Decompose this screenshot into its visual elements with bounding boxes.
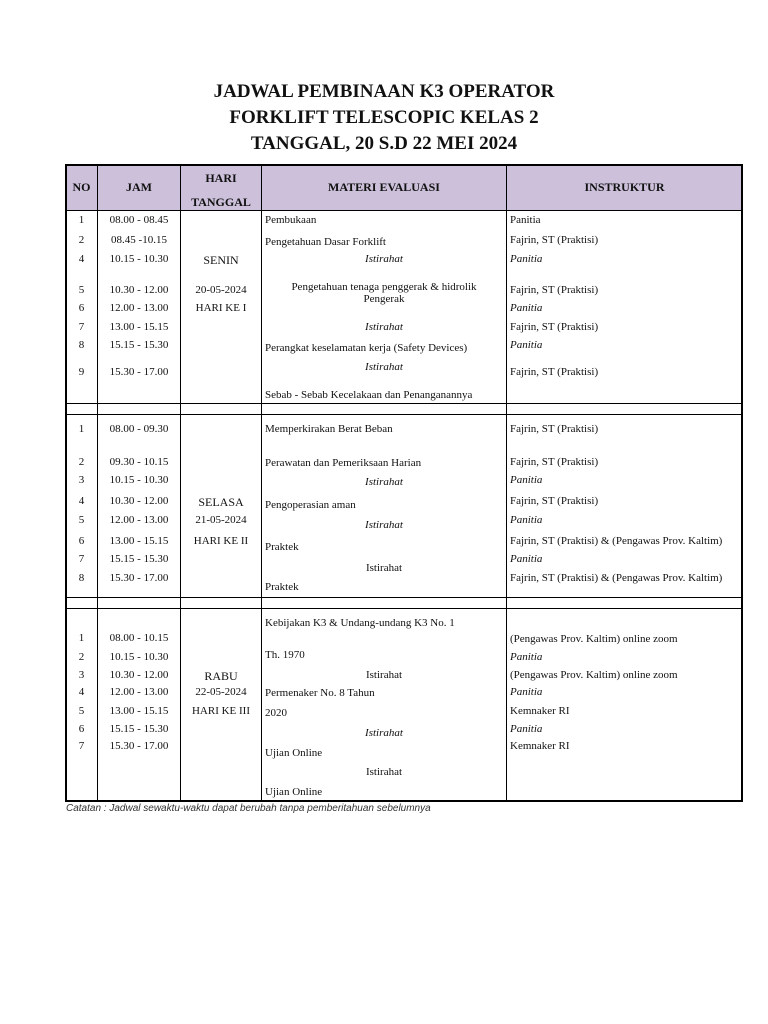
row-materi-break: Istirahat bbox=[365, 253, 403, 265]
row-materi: Sebab - Sebab Kecelakaan dan Penanganannya bbox=[265, 389, 473, 401]
row-no: 7 bbox=[78, 553, 85, 565]
day-label: HARI KE III bbox=[191, 705, 251, 717]
row-materi: Praktek bbox=[265, 581, 299, 593]
footnote: Catatan : Jadwal sewaktu-waktu dapat berubah tanpa pemberitahuan sebelumnya bbox=[66, 803, 431, 814]
row-materi: Pengetahuan Dasar Forklift bbox=[265, 236, 386, 248]
row-materi: Memperkirakan Berat Beban bbox=[265, 423, 393, 435]
row-divider bbox=[66, 414, 742, 415]
row-time: 13.00 - 15.15 bbox=[109, 321, 169, 333]
row-instruktur: Fajrin, ST (Praktisi) & (Pengawas Prov. Kaltim) bbox=[510, 535, 723, 547]
document-title-line-1: JADWAL PEMBINAAN K3 OPERATOR bbox=[213, 81, 555, 102]
row-materi-break: Istirahat bbox=[365, 519, 403, 531]
day-name: SENIN bbox=[203, 253, 239, 267]
row-materi: Perangkat keselamatan kerja (Safety Devices) bbox=[265, 342, 468, 354]
header-tanggal: TANGGAL bbox=[191, 195, 251, 209]
row-time: 15.30 - 17.00 bbox=[109, 572, 169, 584]
row-time: 13.00 - 15.15 bbox=[109, 535, 169, 547]
row-no: 4 bbox=[78, 495, 85, 507]
row-time: 15.30 - 17.00 bbox=[109, 366, 169, 378]
row-materi: Pengetahuan tenaga penggerak & hidrolik bbox=[291, 281, 477, 293]
row-materi-break: Istirahat bbox=[365, 766, 403, 778]
row-time: 12.00 - 13.00 bbox=[109, 686, 169, 698]
row-materi: 2020 bbox=[265, 707, 287, 719]
row-no: 1 bbox=[78, 214, 85, 226]
row-no: 6 bbox=[78, 723, 85, 735]
row-materi: Ujian Online bbox=[265, 786, 323, 798]
row-materi: Pembukaan bbox=[265, 214, 317, 226]
row-divider bbox=[66, 597, 742, 598]
row-materi-break: Istirahat bbox=[365, 321, 403, 333]
row-instruktur: Panitia bbox=[510, 651, 543, 663]
row-no: 8 bbox=[78, 572, 85, 584]
row-instruktur: Panitia bbox=[510, 302, 543, 314]
row-no: 9 bbox=[78, 366, 85, 378]
row-instruktur: Fajrin, ST (Praktisi) bbox=[510, 423, 599, 435]
row-instruktur: Fajrin, ST (Praktisi) bbox=[510, 234, 599, 246]
header-no: NO bbox=[72, 180, 91, 194]
row-time: 09.30 - 10.15 bbox=[109, 456, 169, 468]
row-no: 7 bbox=[78, 740, 85, 752]
row-no: 4 bbox=[78, 253, 85, 265]
row-materi-break: Istirahat bbox=[365, 361, 403, 373]
row-no: 5 bbox=[78, 705, 85, 717]
day-name: SELASA bbox=[198, 495, 244, 509]
row-time: 10.15 - 10.30 bbox=[109, 474, 169, 486]
row-no: 2 bbox=[78, 234, 85, 246]
day-date: 21-05-2024 bbox=[195, 514, 247, 526]
row-time: 10.30 - 12.00 bbox=[109, 669, 169, 681]
row-no: 5 bbox=[78, 284, 85, 296]
row-instruktur: (Pengawas Prov. Kaltim) online zoom bbox=[510, 669, 678, 681]
row-divider bbox=[66, 608, 742, 609]
document-title-line-2: FORKLIFT TELESCOPIC KELAS 2 bbox=[229, 107, 539, 128]
day-name: RABU bbox=[204, 669, 238, 683]
row-materi-break: Istirahat bbox=[365, 562, 403, 574]
row-instruktur: Fajrin, ST (Praktisi) & (Pengawas Prov. Kaltim) bbox=[510, 572, 723, 584]
document-title-line-3: TANGGAL, 20 S.D 22 MEI 2024 bbox=[250, 133, 518, 154]
row-no: 3 bbox=[78, 474, 85, 486]
row-time: 12.00 - 13.00 bbox=[109, 302, 169, 314]
row-time: 13.00 - 15.15 bbox=[109, 705, 169, 717]
row-time: 12.00 - 13.00 bbox=[109, 514, 169, 526]
header-hari: HARI bbox=[205, 171, 237, 185]
row-instruktur: Kemnaker RI bbox=[510, 705, 570, 717]
column-divider bbox=[506, 165, 507, 801]
row-time: 08.00 - 10.15 bbox=[109, 632, 169, 644]
row-instruktur: Panitia bbox=[510, 686, 543, 698]
row-instruktur: Kemnaker RI bbox=[510, 740, 570, 752]
row-instruktur: Fajrin, ST (Praktisi) bbox=[510, 495, 599, 507]
header-jam: JAM bbox=[126, 180, 152, 194]
day-date: 20-05-2024 bbox=[195, 284, 247, 296]
row-no: 1 bbox=[78, 423, 85, 435]
row-materi-break: Istirahat bbox=[365, 669, 403, 681]
header-materi: MATERI EVALUASI bbox=[328, 180, 440, 194]
row-instruktur: Panitia bbox=[510, 339, 543, 351]
row-materi: Pengerak bbox=[363, 293, 405, 305]
row-materi: Ujian Online bbox=[265, 747, 323, 759]
row-time: 10.30 - 12.00 bbox=[109, 495, 169, 507]
row-no: 6 bbox=[78, 535, 85, 547]
row-materi: Th. 1970 bbox=[265, 649, 305, 661]
row-instruktur: Panitia bbox=[510, 723, 543, 735]
row-materi: Pengoperasian aman bbox=[265, 499, 356, 511]
row-materi: Praktek bbox=[265, 541, 299, 553]
row-materi-break: Istirahat bbox=[365, 476, 403, 488]
row-time: 08.45 -10.15 bbox=[111, 234, 167, 246]
row-time: 10.15 - 10.30 bbox=[109, 253, 169, 265]
row-time: 08.00 - 09.30 bbox=[109, 423, 169, 435]
row-no: 6 bbox=[78, 302, 85, 314]
row-time: 15.15 - 15.30 bbox=[109, 553, 169, 565]
row-materi: Permenaker No. 8 Tahun bbox=[265, 687, 375, 699]
row-no: 2 bbox=[78, 651, 85, 663]
row-no: 5 bbox=[78, 514, 85, 526]
row-time: 08.00 - 08.45 bbox=[109, 214, 169, 226]
row-no: 8 bbox=[78, 339, 85, 351]
row-instruktur: (Pengawas Prov. Kaltim) online zoom bbox=[510, 633, 678, 645]
header-divider bbox=[66, 210, 742, 211]
day-label: HARI KE II bbox=[193, 535, 249, 547]
row-instruktur: Fajrin, ST (Praktisi) bbox=[510, 366, 599, 378]
row-divider bbox=[66, 403, 742, 404]
day-date: 22-05-2024 bbox=[195, 686, 247, 698]
row-time: 15.15 - 15.30 bbox=[109, 339, 169, 351]
row-instruktur: Fajrin, ST (Praktisi) bbox=[510, 321, 599, 333]
row-time: 15.30 - 17.00 bbox=[109, 740, 169, 752]
row-no: 3 bbox=[78, 669, 85, 681]
day-label: HARI KE I bbox=[195, 302, 247, 314]
row-instruktur: Panitia bbox=[510, 253, 543, 265]
row-instruktur: Panitia bbox=[510, 553, 543, 565]
row-no: 4 bbox=[78, 686, 85, 698]
row-no: 1 bbox=[78, 632, 85, 644]
row-no: 7 bbox=[78, 321, 85, 333]
row-instruktur: Fajrin, ST (Praktisi) bbox=[510, 284, 599, 296]
row-time: 10.15 - 10.30 bbox=[109, 651, 169, 663]
row-instruktur: Panitia bbox=[510, 214, 541, 226]
row-instruktur: Fajrin, ST (Praktisi) bbox=[510, 456, 599, 468]
row-time: 10.30 - 12.00 bbox=[109, 284, 169, 296]
row-materi-break: Istirahat bbox=[365, 727, 403, 739]
row-time: 15.15 - 15.30 bbox=[109, 723, 169, 735]
row-instruktur: Panitia bbox=[510, 474, 543, 486]
row-materi: Perawatan dan Pemeriksaan Harian bbox=[265, 457, 422, 469]
row-materi: Kebijakan K3 & Undang-undang K3 No. 1 bbox=[265, 617, 455, 629]
header-instruktur: INSTRUKTUR bbox=[584, 180, 665, 194]
row-no: 2 bbox=[78, 456, 85, 468]
row-instruktur: Panitia bbox=[510, 514, 543, 526]
